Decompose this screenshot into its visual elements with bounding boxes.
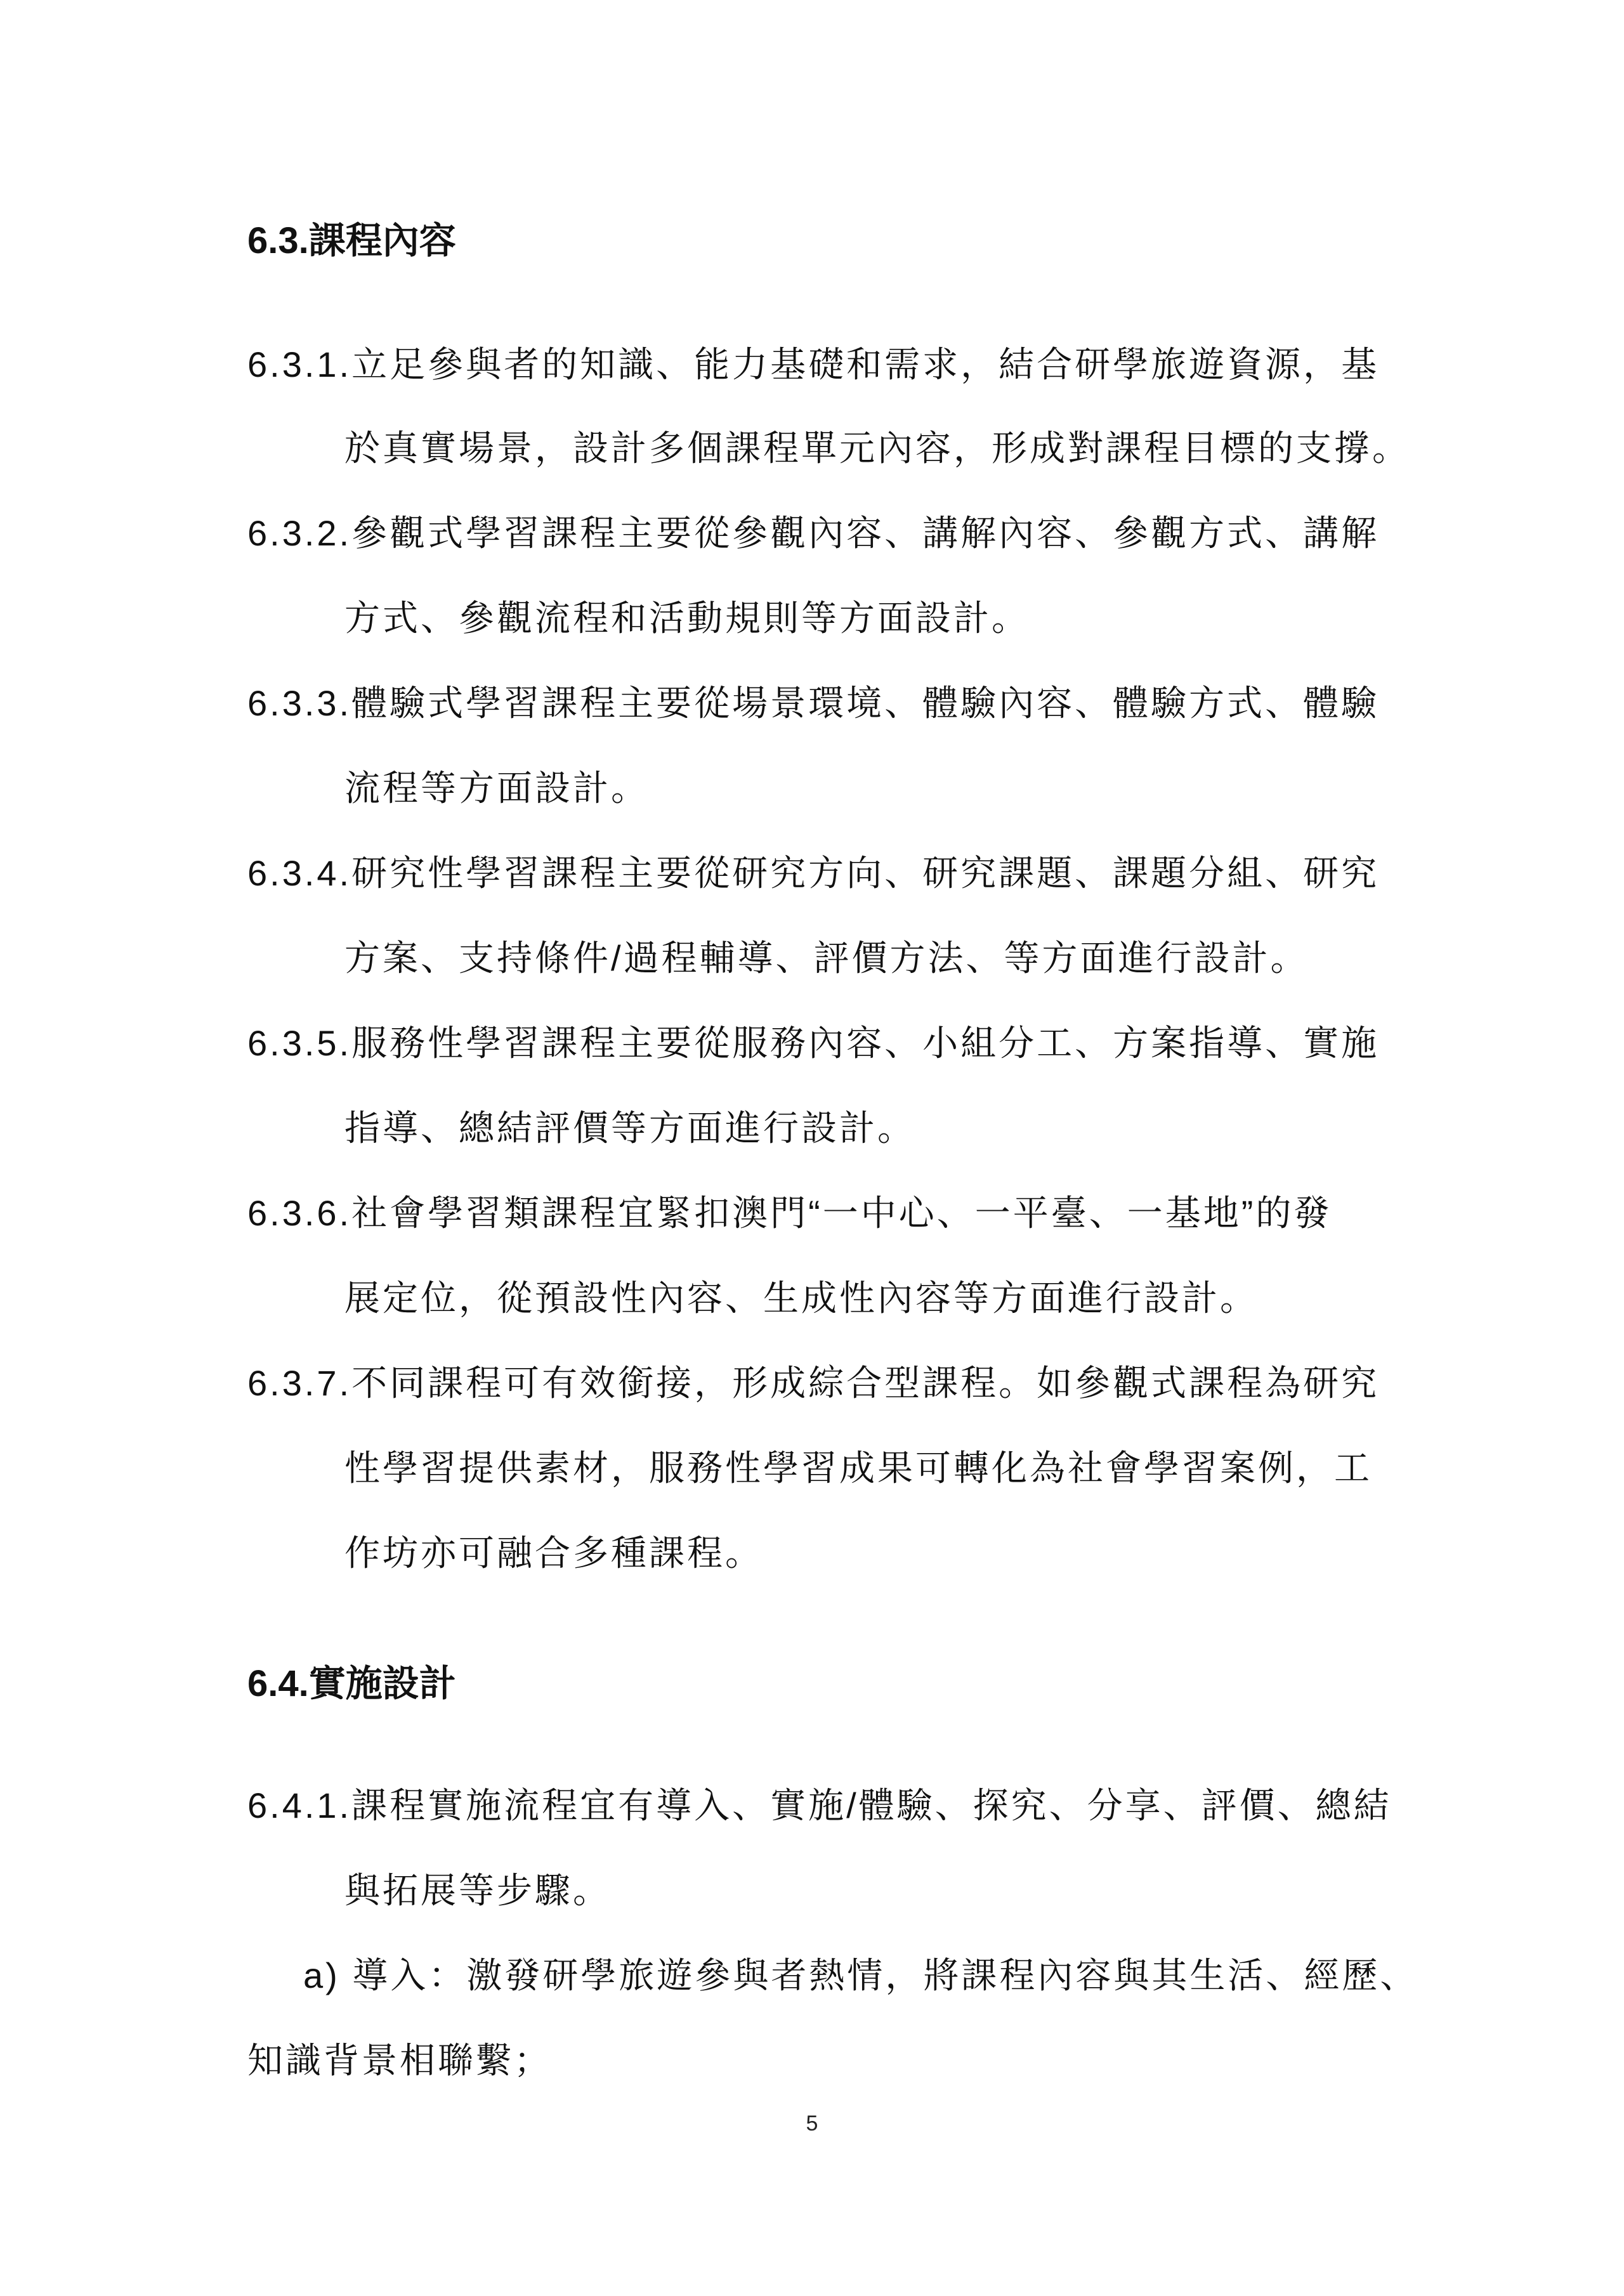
clause-line: 6.3.4.研究性學習課程主要從研究方向、研究課題、課題分組、研究	[247, 853, 1380, 893]
section-heading-6-4: 6.4.實施設計	[247, 1663, 456, 1704]
clause-line: 6.3.5.服務性學習課程主要從服務內容、小組分工、方案指導、實施	[247, 1023, 1380, 1063]
list-item-line: 知識背景相聯繫；	[247, 2040, 552, 2080]
clause-line: 6.3.1.立足參與者的知識、能力基礎和需求，結合研學旅遊資源，基	[247, 344, 1380, 384]
clause-line: 6.3.7.不同課程可有效銜接，形成綜合型課程。如參觀式課程為研究	[247, 1363, 1380, 1403]
list-item-line: a) 導入：激發研學旅遊參與者熱情，將課程內容與其生活、經歷、	[303, 1955, 1418, 1995]
clause-line: 方案、支持條件/過程輔導、評價方法、等方面進行設計。	[344, 938, 1309, 978]
clause-line: 6.3.6.社會學習類課程宜緊扣澳門“一中心、一平臺、一基地”的發	[247, 1193, 1332, 1233]
clause-line: 6.3.2.參觀式學習課程主要從參觀內容、講解內容、參觀方式、講解	[247, 513, 1380, 553]
section-heading-6-3: 6.3.課程內容	[247, 220, 456, 261]
clause-line: 指導、總結評價等方面進行設計。	[344, 1108, 915, 1148]
clause-line: 方式、參觀流程和活動規則等方面設計。	[344, 598, 1030, 638]
clause-line: 流程等方面設計。	[344, 768, 649, 808]
clause-line: 於真實場景，設計多個課程單元內容，形成對課程目標的支撐。	[344, 428, 1410, 468]
page-number: 5	[806, 2111, 818, 2136]
clause-line: 性學習提供素材，服務性學習成果可轉化為社會學習案例，工	[344, 1448, 1372, 1488]
clause-line: 6.3.3.體驗式學習課程主要從場景環境、體驗內容、體驗方式、體驗	[247, 683, 1380, 723]
clause-line: 展定位，從預設性內容、生成性內容等方面進行設計。	[344, 1278, 1258, 1318]
clause-line: 6.4.1.課程實施流程宜有導入、實施/體驗、探究、分享、評價、總結	[247, 1785, 1392, 1825]
clause-line: 作坊亦可融合多種課程。	[344, 1533, 763, 1573]
clause-line: 與拓展等步驟。	[344, 1870, 611, 1910]
